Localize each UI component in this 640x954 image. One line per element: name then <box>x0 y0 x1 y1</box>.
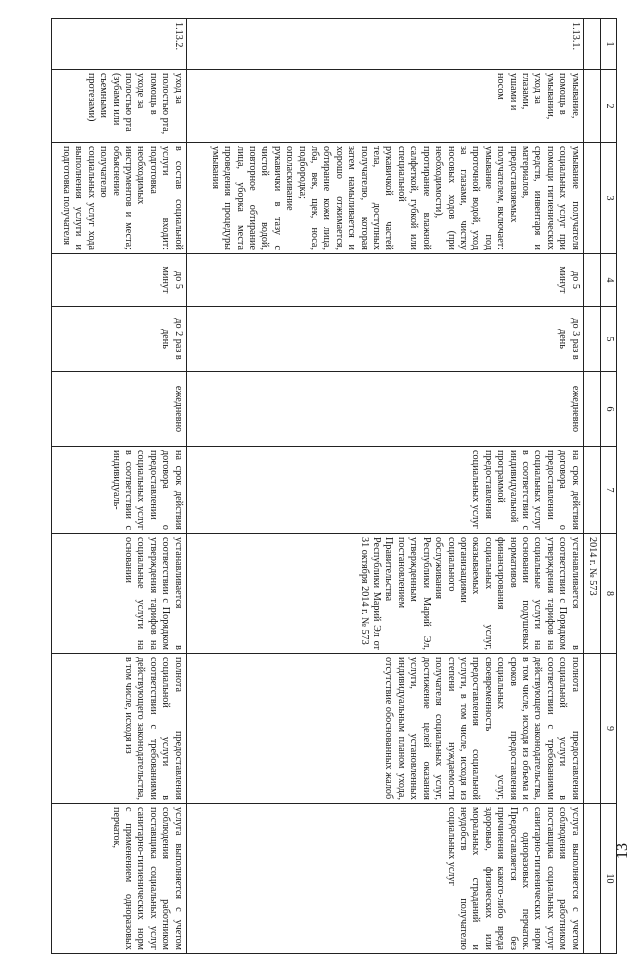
col-header-6: 6 <box>601 372 617 447</box>
service-time: до 5 минут <box>186 254 583 307</box>
cont-cell-7 <box>583 447 600 534</box>
service-content: в состав социальной услуги входит: подготовка необходимых инструментов и места; объяснение получателю социальных услуг хода выполнения услуги и подготовка получателя <box>51 143 186 254</box>
cont-cell-2 <box>583 70 600 143</box>
service-content: умывание получателя социальных услуг при помощи гигиенических средств, инвентаря и материалов, предоставляемых получателем, включает: умывание под проточной водой, уход за глазами, чистку носовых ходов (при необходимости), протирание влажной салфеткой, губкой или специальной рукавичкой частей тела, доступных получателю, которая затем намыливается и хорошо отжимается, обтирание кожи лица, лба, век, щек, носа, подбородка; ополаскивание рукавички в тазу с чистой водой, повторное обтирание лица, уборка места проведения процедуры умывания <box>186 143 583 254</box>
cont-cell-5 <box>583 307 600 372</box>
cont-cell-9 <box>583 654 600 804</box>
service-period: ежедневно <box>186 372 583 447</box>
services-table <box>51 18 617 954</box>
service-period: ежедневно <box>51 372 186 447</box>
col-header-7: 7 <box>601 447 617 534</box>
service-quality: полнота предоставления социальной услуги в соответствии с требованиями действующего законодательства, в том числе, исходя из объема и сроков предоставления социальных услуг, своевременность предоставления социальной услуги, в том числе, исходя из степени нуждаемости получателя социальных услуг, достижение целей оказания услуги, установленных индивидуальным планом ухода, отсутствие обоснованных жалоб <box>186 654 583 804</box>
table-row <box>51 19 186 954</box>
cont-cell-10 <box>583 804 600 954</box>
col-header-8: 8 <box>601 534 617 654</box>
column-number-row <box>601 19 617 954</box>
service-tariff: устанавливается в соответствии с Порядком утверждения тарифов на социальные услуги на основании подушевых нормативов финансирования социальных услуг, оказываемых организациями социального обслуживания Республики Марий Эл, утвержденным постановлением Правительства Республики Марий Эл от 31 октября 2014 г. № 573 <box>186 534 583 654</box>
cont-cell-1 <box>583 19 600 70</box>
continuation-row <box>583 19 600 954</box>
cont-cell-4 <box>583 254 600 307</box>
landscape-table-container <box>17 18 617 950</box>
col-header-4: 4 <box>601 254 617 307</box>
col-header-10: 10 <box>601 804 617 954</box>
service-conditions: услуга выполняется с учетом соблюдения работником поставщика социальных услуг санитарно-гигиенических норм с одноразовых перчаток. Предоставляется без причинения какого-либо вреда здоровью, физических или моральных страданий и неудобств получателю социальных услуг <box>186 804 583 954</box>
service-frequency: до 2 раз в день <box>51 307 186 372</box>
service-number: 1.13.1. <box>186 19 583 70</box>
cont-cell-tariff: 2014 г. № 573 <box>583 534 600 654</box>
service-time: до 5 минут <box>51 254 186 307</box>
service-quality: полнота предоставления социальной услуги в соответствии с требованиями действующего законодательства, в том числе, исходя из <box>51 654 186 804</box>
service-name: умывание, помощь в умывании, уход за глазами, ушами и носом <box>186 70 583 143</box>
service-tariff: устанавливается в соответствии с Порядком утверждения тарифов на социальные услуги на основании <box>51 534 186 654</box>
col-header-9: 9 <box>601 654 617 804</box>
service-term: на срок действия договора о предоставлении социальных услуг в соответствии с индивидуальной программой предоставления социальных услуг <box>186 447 583 534</box>
service-term: на срок действия договора о предоставлении социальных услуг в соответствии с индивидуаль- <box>51 447 186 534</box>
col-header-2: 2 <box>601 70 617 143</box>
table-row <box>186 19 583 954</box>
service-frequency: до 3 раз в день <box>186 307 583 372</box>
cont-cell-3 <box>583 143 600 254</box>
service-name: уход за полостью рта, помощь в уходе за полостью рта (зубами или съемными протезами) <box>51 70 186 143</box>
col-header-3: 3 <box>601 143 617 254</box>
col-header-1: 1 <box>601 19 617 70</box>
page-number: 13 <box>614 843 631 859</box>
cont-cell-6 <box>583 372 600 447</box>
service-conditions: услуга выполняется с учетом соблюдения работником поставщика социальных услуг санитарно-гигиенических норм с применением одноразовых перчаток, <box>51 804 186 954</box>
col-header-5: 5 <box>601 307 617 372</box>
service-number: 1.13.2. <box>51 19 186 70</box>
